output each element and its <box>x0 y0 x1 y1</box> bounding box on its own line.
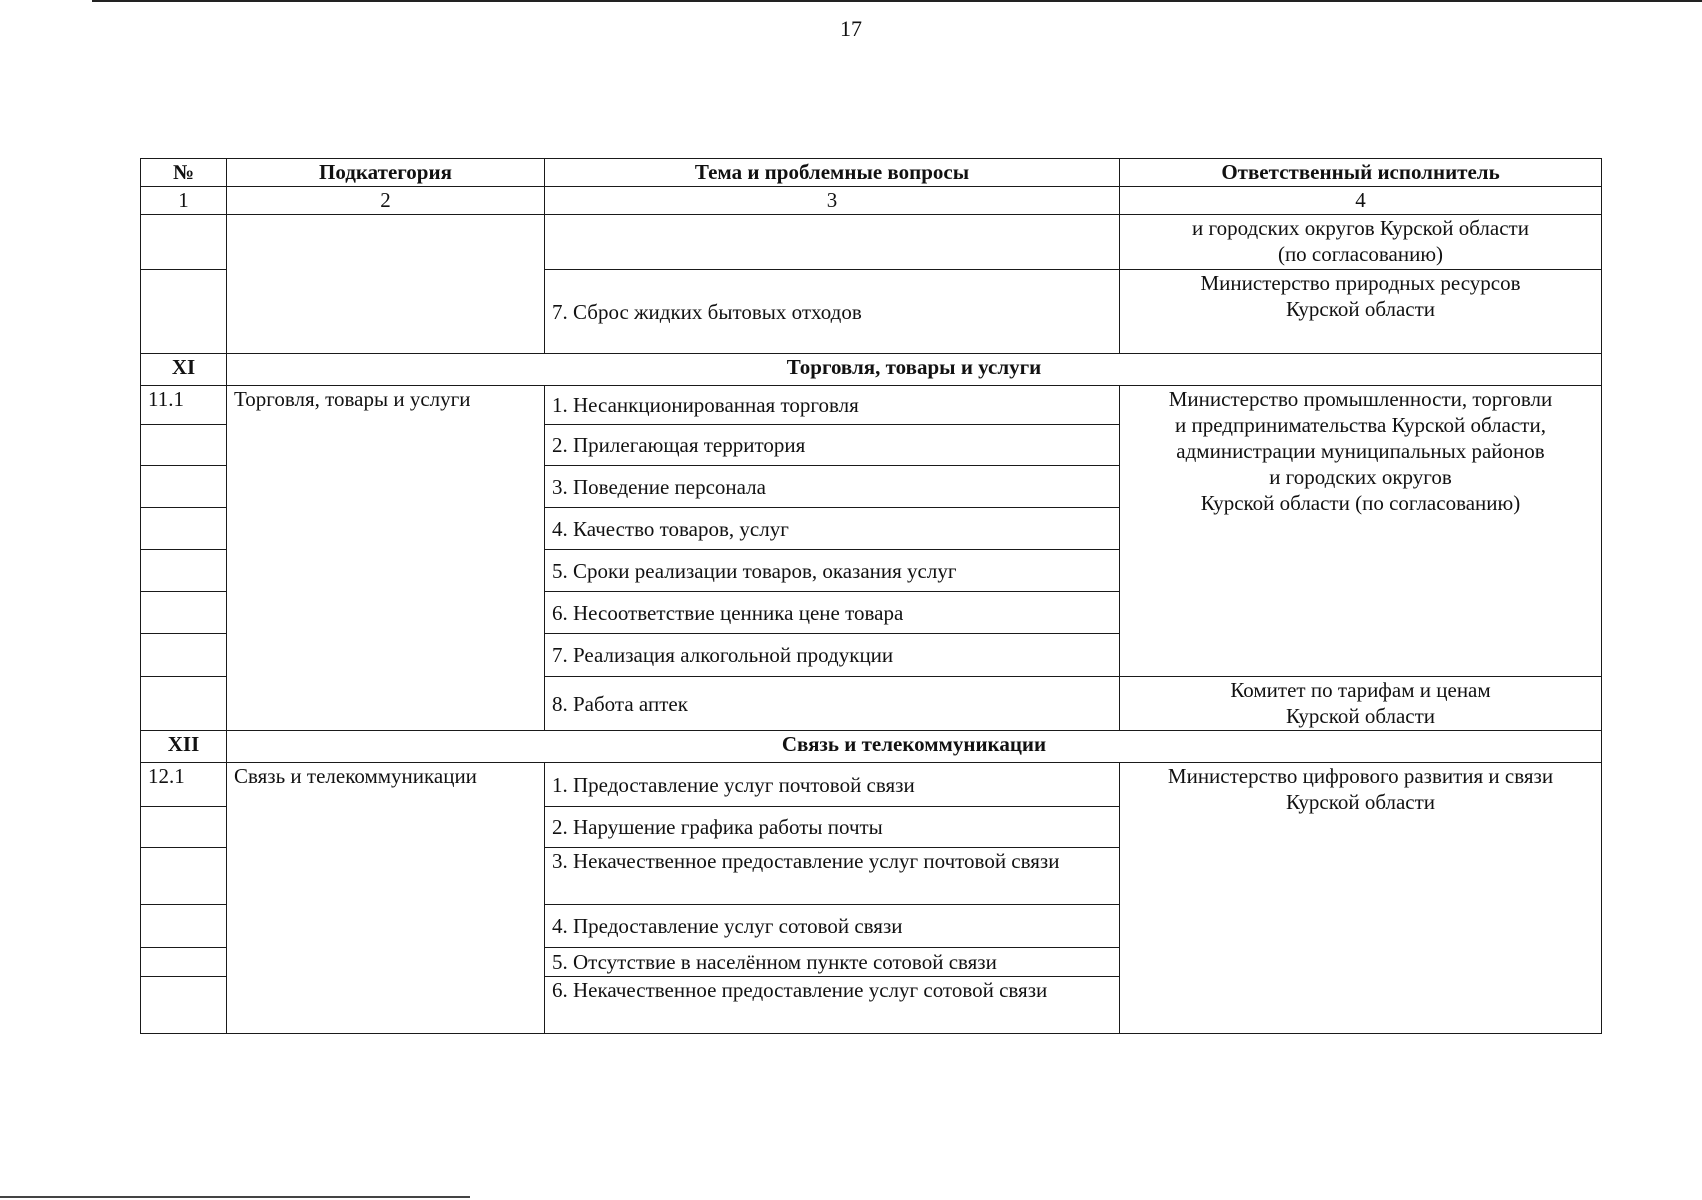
num-cell <box>141 905 227 948</box>
page-number: 17 <box>840 16 862 41</box>
num-cell <box>141 550 227 592</box>
num-cell <box>141 948 227 977</box>
topics-table <box>140 158 1602 1034</box>
index-row <box>141 187 1602 215</box>
section-title: Торговля, товары и услуги <box>227 354 1602 386</box>
topic-cell: 4. Предоставление услуг сотовой связи <box>545 905 1120 948</box>
topic-cell: 3. Некачественное предоставление услуг почтовой связи <box>545 848 1120 905</box>
header-row <box>141 159 1602 187</box>
subcategory-cell: Торговля, товары и услуги <box>227 386 545 731</box>
topic-cell: 7. Сброс жидких бытовых отходов <box>545 270 1120 354</box>
index-cell: 4 <box>1120 187 1602 215</box>
header-executor: Ответственный исполнитель <box>1120 159 1602 187</box>
topic-cell: 1. Несанкционированная торговля <box>545 386 1120 425</box>
executor-cell: и городских округов Курской области (по согласованию) <box>1120 215 1602 270</box>
subsection-number: 12.1 <box>141 763 227 807</box>
index-cell: 1 <box>141 187 227 215</box>
topic-cell: 4. Качество товаров, услуг <box>545 508 1120 550</box>
subcategory-cell <box>227 215 545 354</box>
table-row <box>141 215 1602 270</box>
num-cell <box>141 508 227 550</box>
topic-cell: 5. Отсутствие в населённом пункте сотовой связи <box>545 948 1120 977</box>
header-topic: Тема и проблемные вопросы <box>545 159 1120 187</box>
scan-border-top <box>92 0 1702 2</box>
num-cell <box>141 977 227 1034</box>
section-title: Связь и телекоммуникации <box>227 731 1602 763</box>
num-cell <box>141 592 227 634</box>
topic-cell: 1. Предоставление услуг почтовой связи <box>545 763 1120 807</box>
index-cell: 2 <box>227 187 545 215</box>
topic-cell: 8. Работа аптек <box>545 677 1120 731</box>
section-row <box>141 731 1602 763</box>
num-cell <box>141 466 227 508</box>
header-subcategory: Подкатегория <box>227 159 545 187</box>
topic-cell: 7. Реализация алкогольной продукции <box>545 634 1120 677</box>
table-row <box>141 386 1602 425</box>
executor-cell: Комитет по тарифам и ценам Курской области <box>1120 677 1602 731</box>
num-cell <box>141 270 227 354</box>
subsection-number: 11.1 <box>141 386 227 425</box>
executor-cell: Министерство цифрового развития и связи Курской области <box>1120 763 1602 1034</box>
num-cell <box>141 677 227 731</box>
executor-cell: Министерство промышленности, торговли и предпринимательства Курской области, администрации муниципальных районов и городских округов Курской области (по согласованию) <box>1120 386 1602 677</box>
topic-cell: 6. Несоответствие ценника цене товара <box>545 592 1120 634</box>
subcategory-cell: Связь и телекоммуникации <box>227 763 545 1034</box>
num-cell <box>141 215 227 270</box>
topic-cell: 6. Некачественное предоставление услуг сотовой связи <box>545 977 1120 1034</box>
topic-cell <box>545 215 1120 270</box>
topic-cell: 2. Прилегающая территория <box>545 425 1120 466</box>
topic-cell: 5. Сроки реализации товаров, оказания услуг <box>545 550 1120 592</box>
num-cell <box>141 807 227 848</box>
table-row <box>141 763 1602 807</box>
num-cell <box>141 425 227 466</box>
section-number: XI <box>141 354 227 386</box>
scan-border-bottom <box>0 1196 470 1198</box>
num-cell <box>141 634 227 677</box>
num-cell <box>141 848 227 905</box>
topic-cell: 3. Поведение персонала <box>545 466 1120 508</box>
executor-cell: Министерство природных ресурсов Курской области <box>1120 270 1602 354</box>
topic-cell: 2. Нарушение графика работы почты <box>545 807 1120 848</box>
section-number: XII <box>141 731 227 763</box>
index-cell: 3 <box>545 187 1120 215</box>
section-row <box>141 354 1602 386</box>
header-num: № <box>141 159 227 187</box>
